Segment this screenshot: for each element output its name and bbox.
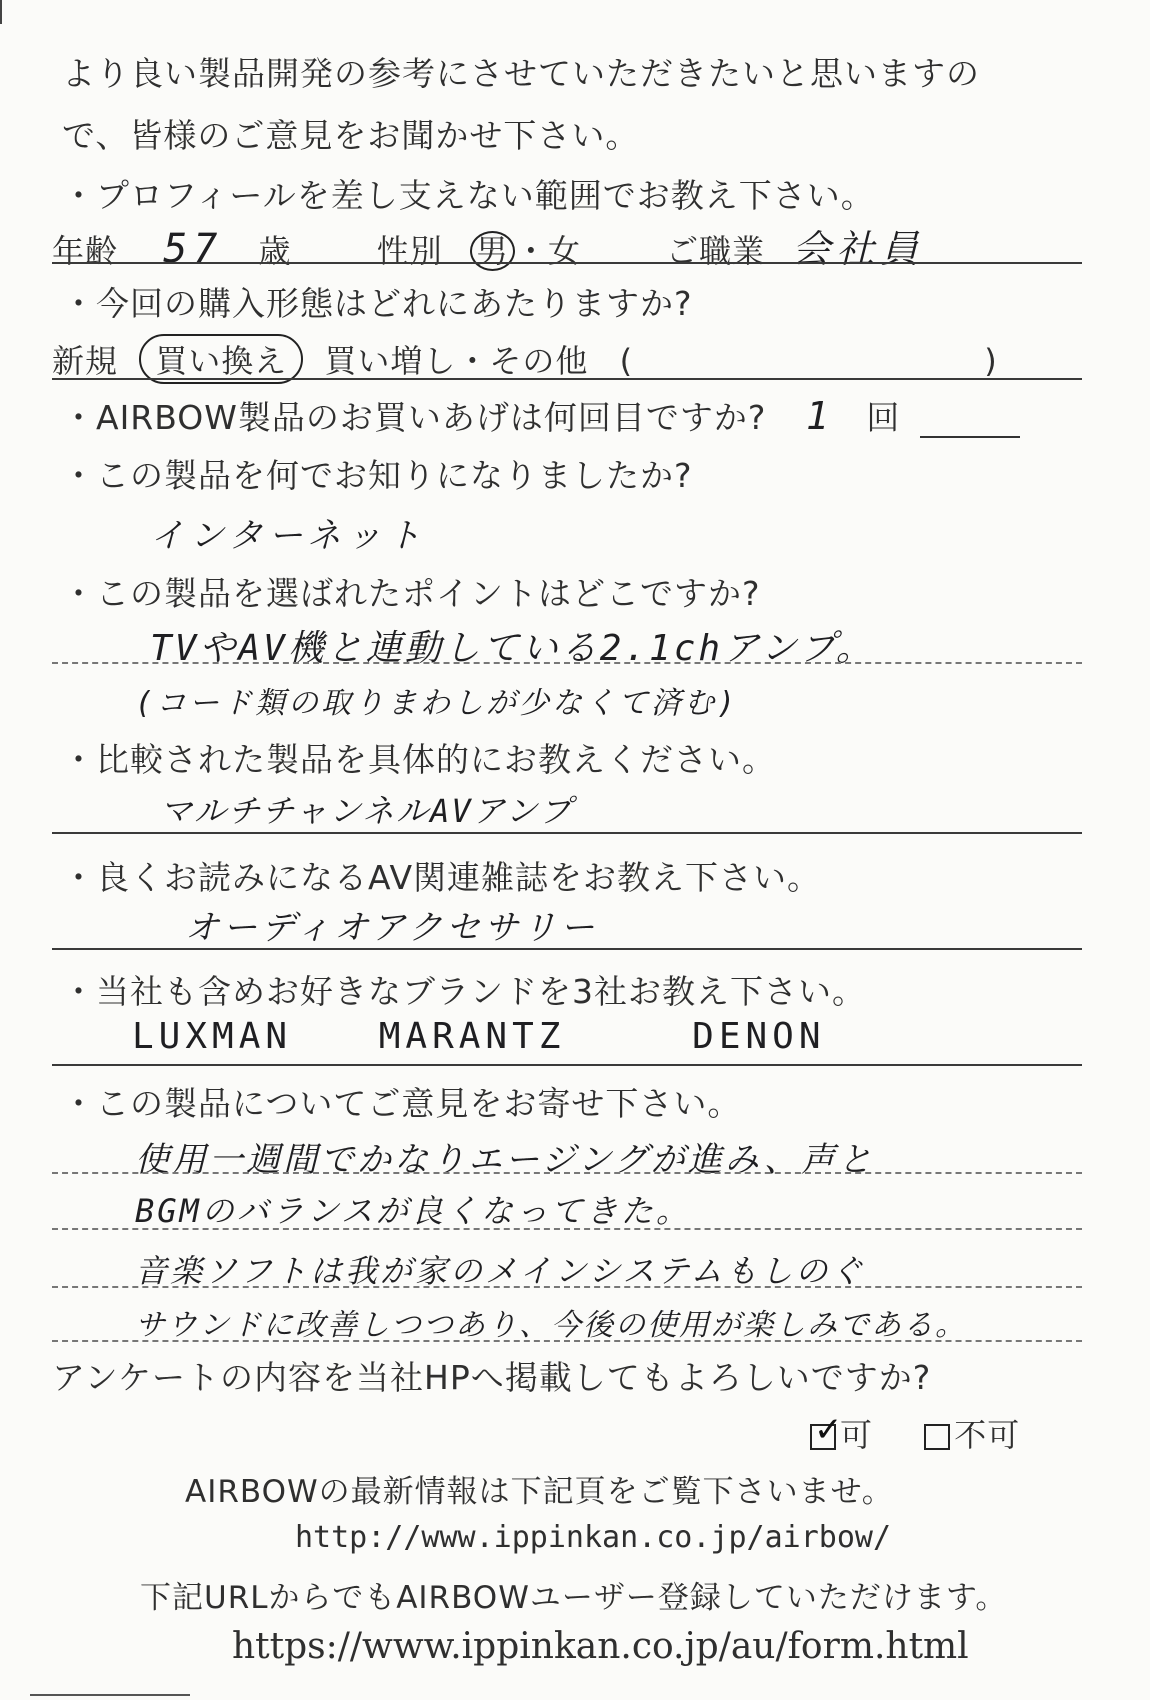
magazine-answer: オーディオアクセサリー [185, 908, 599, 948]
age-label: 年齢 [52, 232, 119, 270]
purchase-opt-replace-circled: 買い換え [139, 334, 303, 384]
purchase-opt-add: 買い増し [324, 342, 457, 380]
paren-close: ) [984, 342, 998, 380]
rule-profile [52, 262, 1082, 264]
brand-1: LUXMAN [132, 1016, 293, 1057]
brand-2: MARANTZ [378, 1016, 566, 1057]
bottom-edge-mark [30, 1694, 190, 1696]
dash-line-opinion-3 [52, 1286, 1082, 1288]
brand-3: DENON [692, 1016, 826, 1057]
rule-purchase-type [52, 378, 1082, 380]
profile-question: ・プロフィールを差し支えない範囲でお教え下さい。 [62, 176, 875, 215]
purchase-count-question: ・AIRBOW製品のお買いあげは何回目ですか? [62, 398, 767, 437]
dash-line-opinion-2 [52, 1228, 1082, 1230]
gender-male-circled: 男 [470, 231, 515, 271]
intro-line-1: より良い製品開発の参考にさせていただきたいと思いますの [62, 54, 980, 93]
gender-label: 性別 [376, 232, 443, 270]
brands-question: ・当社も含めお好きなブランドを3社お教え下さい。 [62, 972, 866, 1011]
purchase-separator: ・ [456, 342, 490, 380]
paren-open: ( [619, 342, 634, 380]
purchase-type-row [52, 334, 998, 384]
dash-line-selection [52, 662, 1082, 664]
permission-question: アンケートの内容を当社HPへ掲載してもよろしいですか? [52, 1358, 932, 1397]
how-known-question: ・この製品を何でお知りになりましたか? [62, 456, 693, 495]
footer-note: 下記URLからでもAIRBOWユーザー登録していただけます。 [140, 1580, 1008, 1616]
corner-mark [0, 0, 20, 24]
compared-answer: マルチチャンネルAVアンプ [160, 792, 574, 830]
opinion-question: ・この製品についてご意見をお寄せ下さい。 [62, 1084, 742, 1123]
permission-no-checkbox[interactable] [924, 1424, 950, 1450]
magazine-question: ・良くお読みになるAV関連雑誌をお教え下さい。 [62, 858, 822, 897]
count-underline [920, 436, 1020, 438]
how-known-answer: インターネット [150, 516, 427, 556]
purchase-count-unit: 回 [866, 398, 901, 437]
job-value: 会社員 [792, 227, 925, 271]
gender-separator: ・ [514, 232, 548, 270]
footer-url-2[interactable]: https://www.ippinkan.co.jp/au/form.html [232, 1626, 969, 1667]
permission-options [810, 1410, 1020, 1456]
opinion-line-4: サウンドに改善しつつあり、今後の使用が楽しみである。 [135, 1308, 967, 1343]
permission-no-label: 不可 [954, 1416, 1021, 1454]
purchase-count-row [62, 392, 900, 439]
intro-line-2: で、皆様のご意見をお聞かせ下さい。 [62, 116, 640, 155]
check-icon: ✓ [814, 1410, 844, 1450]
footer-url-1[interactable]: http://www.ippinkan.co.jp/airbow/ [295, 1520, 892, 1555]
permission-yes-checkbox[interactable] [810, 1410, 844, 1450]
dash-line-opinion-4 [52, 1340, 1082, 1342]
job-label: ご職業 [666, 232, 766, 270]
compared-question: ・比較された製品を具体的にお教えください。 [62, 740, 776, 779]
profile-row [52, 218, 924, 273]
opinion-line-3: 音楽ソフトは我が家のメインシステムもしのぐ [135, 1252, 866, 1290]
rule-magazine [52, 948, 1082, 950]
gender-female: 女 [547, 232, 581, 270]
purchase-opt-new: 新規 [52, 342, 119, 380]
opinion-line-2: BGMのバランスが良くなってきた。 [135, 1192, 691, 1230]
purchase-type-question: ・今回の購入形態はどれにあたりますか? [62, 284, 693, 323]
purchase-opt-other: その他 [489, 342, 589, 380]
selection-point-answer-2: (コード類の取りまわしが少なくて済む) [135, 686, 739, 721]
purchase-count-answer: 1 [805, 394, 835, 438]
opinion-line-1: 使用一週間でかなりエージングが進み、声と [135, 1140, 875, 1180]
rule-compared [52, 832, 1082, 834]
footer-info: AIRBOWの最新情報は下記頁をご覧下さいませ。 [185, 1474, 894, 1510]
selection-point-answer-1: TVやAV機と連動している2.1chアンプ。 [150, 628, 875, 669]
brands-row [132, 1016, 826, 1057]
rule-brands [52, 1064, 1082, 1066]
permission-yes-label: 可 [840, 1416, 874, 1454]
age-unit: 歳 [258, 232, 292, 270]
selection-point-question: ・この製品を選ばれたポイントはどこですか? [62, 574, 761, 613]
dash-line-opinion-1 [52, 1172, 1082, 1174]
age-value: 57 [163, 226, 224, 272]
